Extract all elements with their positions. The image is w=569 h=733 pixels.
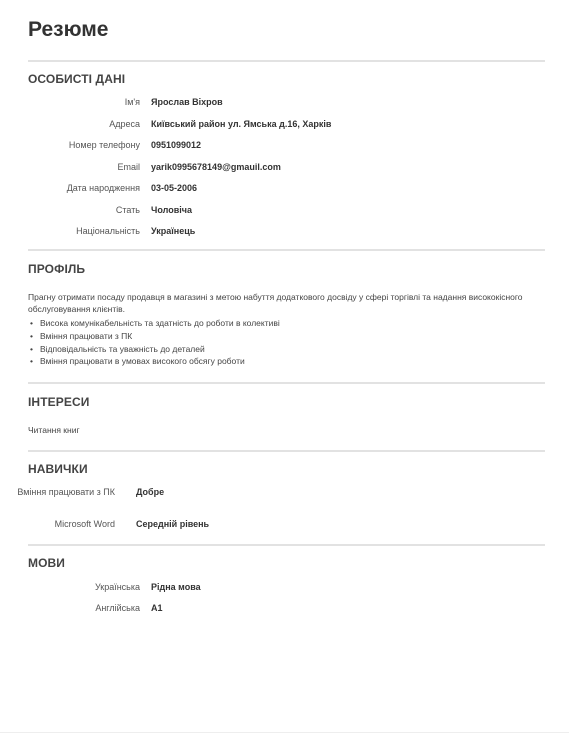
language-level: Рідна мова (151, 582, 201, 592)
personal-row-nationality (0, 224, 569, 238)
bullet-icon: • (30, 318, 33, 328)
section-title-interests: ІНТЕРЕСИ (28, 395, 90, 409)
list-item (28, 355, 280, 368)
field-value: 0951099012 (151, 140, 202, 150)
skill-label: Вміння працювати з ПК (17, 487, 115, 497)
bullet-icon: • (30, 343, 33, 354)
field-label: Ім'я (124, 97, 140, 107)
list-item-text: Відповідальність та уважність до деталей (40, 343, 205, 354)
list-item-text: Вміння працювати з ПК (40, 330, 133, 341)
list-item (28, 317, 280, 330)
field-label: Номер телефону (68, 140, 140, 150)
field-label: Адреса (109, 119, 140, 129)
divider (28, 544, 545, 546)
profile-summary: Прагну отримати посаду продавця в магазині з метою набуття додаткового досвіду у сфері торгівлі та надання висококісного обслуговування клієнтів. (28, 292, 523, 314)
skill-level: Добре (136, 487, 165, 497)
field-value: Ярослав Віхров (151, 97, 223, 107)
field-value: 03-05-2006 (151, 183, 198, 193)
field-label: Email (117, 162, 140, 172)
language-name: Англійська (95, 603, 140, 613)
language-level: A1 (151, 603, 163, 613)
profile-bullet-list (28, 317, 280, 368)
skill-level: Середній рівень (136, 519, 210, 529)
list-item-text: Вміння працювати в умовах високого обсягу роботи (40, 356, 245, 367)
divider (28, 450, 545, 452)
field-value: yarik0995678149@gmauil.com (151, 162, 281, 172)
personal-row-birthdate (0, 181, 569, 195)
personal-row-phone (0, 138, 569, 152)
divider (28, 249, 545, 251)
section-title-languages: МОВИ (28, 556, 66, 570)
language-name: Українська (94, 582, 140, 592)
personal-row-email (0, 160, 569, 174)
field-value: Українець (151, 226, 196, 236)
skill-label: Microsoft Word (54, 519, 115, 529)
personal-row-address (0, 117, 569, 131)
section-title-personal: ОСОБИСТІ ДАНІ (28, 72, 126, 86)
field-value: Київський район ул. Ямська д.16, Харків (151, 119, 332, 129)
interests-text: Читання книг (28, 425, 80, 435)
field-label: Національність (76, 226, 140, 236)
personal-row-gender (0, 203, 569, 217)
bullet-icon: • (30, 356, 33, 367)
list-item (28, 330, 280, 343)
personal-row-name (0, 95, 569, 109)
language-row (0, 601, 569, 615)
field-value: Чоловіча (151, 205, 192, 215)
bullet-icon: • (30, 330, 33, 341)
page-title: Резюме (28, 18, 109, 41)
divider (28, 60, 545, 62)
section-title-skills: НАВИЧКИ (28, 462, 88, 476)
section-title-profile: ПРОФІЛЬ (28, 262, 86, 276)
language-row (0, 580, 569, 594)
field-label: Стать (115, 205, 140, 215)
list-item-text: Висока комунікабельність та здатність до роботи в колективі (40, 318, 280, 328)
field-label: Дата народження (66, 183, 140, 193)
list-item (28, 343, 280, 356)
divider (28, 382, 545, 384)
